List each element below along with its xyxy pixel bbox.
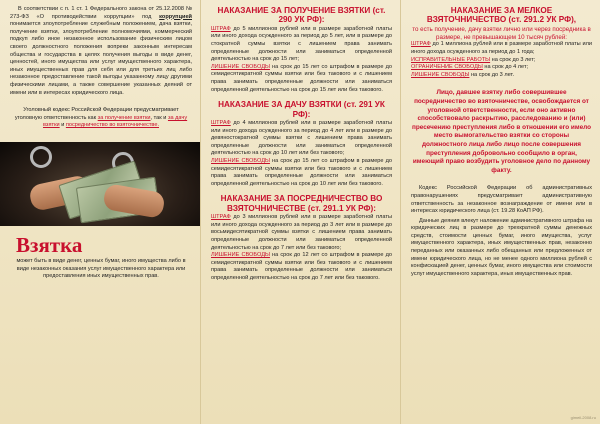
bribe-definition: может быть в виде денег, ценных бумаг, иного имущества либо в виде незаконных оказания услуг имущественного характера или предоставления иных имущественных прав. xyxy=(16,257,186,280)
code-giving: за дачу взятки xyxy=(43,114,188,129)
bribe-title: Взятка xyxy=(16,232,83,257)
limit-line xyxy=(411,64,592,72)
jail-text: на срок до 15 лет со штрафом в размере до семидесятикратной суммы взятки или без такового и с лишением права занимать определенные должности или заниматься определенной деятельностью на срок до 15 лет или без такового. xyxy=(211,63,392,93)
middle-panel xyxy=(200,0,400,424)
code-receiving: за получение взятки xyxy=(97,114,151,121)
jail-label: ЛИШЕНИЕ СВОБОДЫ xyxy=(211,252,270,259)
fine-paragraph xyxy=(411,41,592,56)
limit-label: ОГРАНИЧЕНИЕ СВОБОДЫ xyxy=(411,64,483,71)
section-receiving xyxy=(211,6,392,94)
handcuff-icon xyxy=(30,146,52,168)
section-title: НАКАЗАНИЕ ЗА МЕЛКОЕ ВЗЯТОЧНИЧЕСТВО (ст. 291.2 УК РФ), xyxy=(426,6,577,25)
jail-paragraph xyxy=(211,252,392,282)
section-petty-bribery xyxy=(411,6,592,79)
section-title: НАКАЗАНИЕ ЗА ДАЧУ ВЗЯТКИ (ст. 291 УК РФ): xyxy=(218,100,385,119)
fine-paragraph xyxy=(211,120,392,158)
code-text-2: , так и xyxy=(150,114,168,121)
intro-text: В соответствии с п. 1 ст. 1 Федерального закона от 25.12.2008 № 273-ФЗ «О противодействии коррупции» под xyxy=(10,6,192,20)
work-label: ИСПРАВИТЕЛЬНЫЕ РАБОТЫ xyxy=(411,56,491,63)
bribe-photo xyxy=(0,142,200,226)
code-text: Уголовный кодекс Российской Федерации предусматривает уголовную ответственность как xyxy=(14,107,179,121)
section-giving xyxy=(211,100,392,188)
fine-paragraph xyxy=(211,26,392,64)
jail-text: на срок до 3 лет. xyxy=(469,71,515,78)
section-title: НАКАЗАНИЕ ЗА ПОСРЕДНИЧЕСТВО ВО ВЗЯТОЧНИЧЕСТВЕ (ст. 291.1 УК РФ): xyxy=(220,194,383,213)
jail-text: на срок до 12 лет со штрафом в размере до семидесятикратной суммы взятки или без такового и с лишением права занимать определенные должности или заниматься определенной деятельностью на срок до 7 лет или без такового. xyxy=(211,252,392,281)
corruption-definition xyxy=(10,6,192,97)
jail-label: ЛИШЕНИЕ СВОБОДЫ xyxy=(411,71,470,78)
limit-text: на срок до 4 лет; xyxy=(482,64,529,71)
work-line xyxy=(411,57,592,65)
jail-text: на срок до 15 лет со штрафом в размере до семидесятикратной суммы взятки или без такового и с лишением права занимать определенные должности или заниматься определенной деятельностью на срок до 10 лет или без такового. xyxy=(211,157,392,187)
jail-paragraph xyxy=(211,158,392,188)
fine-label: ШТРАФ xyxy=(211,214,231,221)
jail-paragraph xyxy=(211,64,392,94)
fine-text: до 5 миллионов рублей или в размере заработной платы или иного дохода осужденного за период до 5 лет, или в размере до стократной суммы взятки с лишением права занимать определенные должности или заниматься определенной деятельностью на срок до 15 лет; xyxy=(211,25,392,63)
exemption-notice: Лицо, давшее взятку либо совершившее посредничество во взяточничестве, освобождается от уголовной ответственности, если оно активно способствовало раскрытию, расследованию и (или) пресечению преступления либо в отношении его имело место вымогательство взятки со стороны должностного лица либо лицо после совершения преступления добровольно сообщило в орган, имеющий право возбудить уголовное дело по данному факту. xyxy=(411,89,591,174)
corruption-term: коррупцией xyxy=(159,13,192,20)
watermark: gimeil-2008.ru xyxy=(570,415,596,421)
intro-text-2: понимается злоупотребление служебным положением, дача взятки, получение взятки, злоупотребление полномочиями, коммерческий подкуп либо иное незаконное использование физическим лицом своего должностного положения вопреки законным интересам общества и государства в целях получения выгоды в виде денег, ценностей, иного имущества или услуг имущественного характера, иных имущественных прав для себя или для третьих лиц либо незаконное предоставление такой выгоды указанному лицу другими физическими лицами, а также совершение указанных деяний от имени или в интересах юридического лица. xyxy=(10,21,192,96)
jail-line xyxy=(411,72,592,80)
section-mediation xyxy=(211,194,392,282)
code-text-3: и xyxy=(59,122,66,129)
admin-fine-text: Данные деяния влекут наложение административного штрафа на юридических лиц в размере до трехкратной суммы денежных средств, стоимости ценных бумаг, иного имущества, услуг имущественного характера, иных имущественных прав, незаконно переданных или оказанных либо обещанных или предложенных от имени юридического лица, но не менее одного миллиона рублей с конфискацией денег, ценных бумаг, иного имущества или стоимости услуг имущественного характера, иных имущественных прав. xyxy=(411,217,592,277)
admin-code-text: Кодекс Российской Федерации об административных правонарушениях предусматривает административную ответственность за незаконное вознаграждение от имени или в интересах юридического лица (ст. 19.28 КоАП РФ). xyxy=(411,185,592,215)
fine-label: ШТРАФ xyxy=(411,41,431,48)
petty-subtitle: то есть получение, дачу взятки лично или через посредника в размере, не превышающем 10 тысяч рублей: xyxy=(412,25,591,41)
jail-label: ЛИШЕНИЕ СВОБОДЫ xyxy=(211,157,270,164)
fine-paragraph xyxy=(211,214,392,252)
work-text: на срок до 3 лет; xyxy=(490,56,536,63)
criminal-code-note xyxy=(10,107,192,130)
fine-label: ШТРАФ xyxy=(211,25,231,32)
jail-label: ЛИШЕНИЕ СВОБОДЫ xyxy=(211,63,270,70)
code-mediation: посредничество во взяточничестве. xyxy=(65,122,159,129)
fine-label: ШТРАФ xyxy=(211,119,231,126)
fine-text: до 3 миллионов рублей или в размере заработной платы или иного дохода осужденного за период до 3 лет или в размере до восьмидесятикратной суммы взятки с лишением права занимать определенные должности или заниматься определенной деятельностью на срок до 7 лет или без такового; xyxy=(211,214,392,251)
fine-text: до 4 миллионов рублей или в размере заработной платы или иного дохода осужденного за период до 4 лет или в размере до девяностократной суммы взятки с лишением права занимать определенные должности или заниматься определенной деятельностью на срок до 10 лет или без такового; xyxy=(211,119,392,157)
section-title: НАКАЗАНИЕ ЗА ПОЛУЧЕНИЕ ВЗЯТКИ (ст. 290 УК РФ): xyxy=(217,6,386,25)
right-panel xyxy=(400,0,600,424)
fine-text: до 1 миллиона рублей или в размере заработной платы или иного дохода осужденного за период до 1 года; xyxy=(411,41,592,55)
left-panel xyxy=(0,0,200,424)
